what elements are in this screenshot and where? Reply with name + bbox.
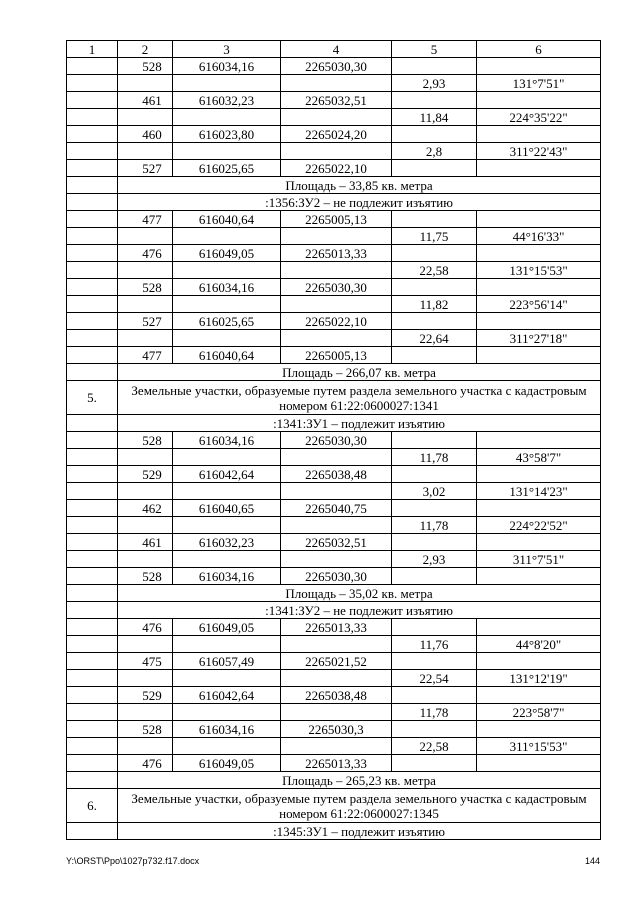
empty-cell <box>67 177 118 194</box>
point-number-cell: 475 <box>118 653 173 670</box>
empty-cell <box>281 670 392 687</box>
empty-cell <box>67 619 118 636</box>
point-number-cell: 528 <box>118 721 173 738</box>
segment-row <box>67 670 601 687</box>
caption-row <box>67 177 601 194</box>
y-coordinate-cell: 2265030,30 <box>281 432 392 449</box>
empty-cell <box>118 262 173 279</box>
empty-cell <box>118 704 173 721</box>
empty-cell <box>477 58 601 75</box>
point-row <box>67 211 601 228</box>
caption-cell: Площадь – 265,23 кв. метра <box>118 772 601 789</box>
column-header: 3 <box>173 41 281 58</box>
empty-cell <box>281 330 392 347</box>
point-row <box>67 432 601 449</box>
point-number-cell: 460 <box>118 126 173 143</box>
empty-cell <box>281 551 392 568</box>
point-number-cell: 528 <box>118 279 173 296</box>
bearing-cell: 223°58'7" <box>477 704 601 721</box>
distance-cell: 3,02 <box>392 483 477 500</box>
empty-cell <box>67 415 118 432</box>
empty-cell <box>67 517 118 534</box>
empty-cell <box>392 58 477 75</box>
empty-cell <box>173 75 281 92</box>
distance-cell: 22,58 <box>392 738 477 755</box>
y-coordinate-cell: 2265032,51 <box>281 534 392 551</box>
segment-row <box>67 296 601 313</box>
empty-cell <box>67 534 118 551</box>
column-header: 6 <box>477 41 601 58</box>
x-coordinate-cell: 616040,64 <box>173 211 281 228</box>
empty-cell <box>281 296 392 313</box>
caption-row <box>67 415 601 432</box>
bearing-cell: 131°15'53" <box>477 262 601 279</box>
empty-cell <box>281 143 392 160</box>
empty-cell <box>173 670 281 687</box>
segment-row <box>67 483 601 500</box>
empty-cell <box>281 449 392 466</box>
empty-cell <box>477 92 601 109</box>
x-coordinate-cell: 616042,64 <box>173 687 281 704</box>
bearing-cell: 223°56'14" <box>477 296 601 313</box>
empty-cell <box>67 670 118 687</box>
y-coordinate-cell: 2265030,30 <box>281 58 392 75</box>
x-coordinate-cell: 616049,05 <box>173 619 281 636</box>
y-coordinate-cell: 2265024,20 <box>281 126 392 143</box>
segment-row <box>67 330 601 347</box>
empty-cell <box>477 347 601 364</box>
y-coordinate-cell: 2265005,13 <box>281 347 392 364</box>
caption-cell: Площадь – 33,85 кв. метра <box>118 177 601 194</box>
empty-cell <box>118 636 173 653</box>
empty-cell <box>67 636 118 653</box>
table-body <box>67 41 601 840</box>
x-coordinate-cell: 616040,65 <box>173 500 281 517</box>
segment-row <box>67 517 601 534</box>
empty-cell <box>118 330 173 347</box>
distance-cell: 11,84 <box>392 109 477 126</box>
point-row <box>67 279 601 296</box>
segment-row <box>67 75 601 92</box>
empty-cell <box>392 534 477 551</box>
empty-cell <box>67 211 118 228</box>
empty-cell <box>281 738 392 755</box>
empty-cell <box>67 58 118 75</box>
empty-cell <box>67 194 118 211</box>
distance-cell: 11,82 <box>392 296 477 313</box>
bearing-cell: 131°14'23" <box>477 483 601 500</box>
empty-cell <box>392 500 477 517</box>
y-coordinate-cell: 2265040,75 <box>281 500 392 517</box>
empty-cell <box>477 687 601 704</box>
caption-row <box>67 585 601 602</box>
empty-cell <box>67 602 118 619</box>
bearing-cell: 43°58'7" <box>477 449 601 466</box>
distance-cell: 22,64 <box>392 330 477 347</box>
y-coordinate-cell: 2265038,48 <box>281 687 392 704</box>
empty-cell <box>477 721 601 738</box>
empty-cell <box>173 551 281 568</box>
empty-cell <box>392 211 477 228</box>
y-coordinate-cell: 2265013,33 <box>281 755 392 772</box>
empty-cell <box>392 279 477 296</box>
empty-cell <box>392 160 477 177</box>
empty-cell <box>67 262 118 279</box>
point-row <box>67 92 601 109</box>
point-number-cell: 528 <box>118 432 173 449</box>
empty-cell <box>173 483 281 500</box>
column-header: 2 <box>118 41 173 58</box>
section-number-cell: 5. <box>67 381 118 415</box>
empty-cell <box>67 347 118 364</box>
empty-cell <box>477 126 601 143</box>
point-row <box>67 160 601 177</box>
point-row <box>67 653 601 670</box>
caption-row <box>67 772 601 789</box>
empty-cell <box>67 109 118 126</box>
y-coordinate-cell: 2265013,33 <box>281 245 392 262</box>
x-coordinate-cell: 616034,16 <box>173 58 281 75</box>
empty-cell <box>173 330 281 347</box>
point-number-cell: 528 <box>118 568 173 585</box>
empty-cell <box>477 432 601 449</box>
caption-cell: :1356:ЗУ2 – не подлежит изъятию <box>118 194 601 211</box>
empty-cell <box>281 636 392 653</box>
empty-cell <box>392 347 477 364</box>
point-number-cell: 527 <box>118 160 173 177</box>
caption-row <box>67 823 601 840</box>
column-header: 4 <box>281 41 392 58</box>
section-row <box>67 381 601 415</box>
empty-cell <box>67 228 118 245</box>
segment-row <box>67 109 601 126</box>
empty-cell <box>477 653 601 670</box>
x-coordinate-cell: 616023,80 <box>173 126 281 143</box>
empty-cell <box>173 704 281 721</box>
empty-cell <box>173 143 281 160</box>
bearing-cell: 131°7'51" <box>477 75 601 92</box>
distance-cell: 2,93 <box>392 75 477 92</box>
empty-cell <box>392 755 477 772</box>
empty-cell <box>118 228 173 245</box>
empty-cell <box>67 313 118 330</box>
empty-cell <box>67 738 118 755</box>
distance-cell: 11,78 <box>392 517 477 534</box>
caption-cell: Площадь – 266,07 кв. метра <box>118 364 601 381</box>
column-header: 5 <box>392 41 477 58</box>
empty-cell <box>173 262 281 279</box>
empty-cell <box>118 143 173 160</box>
point-number-cell: 528 <box>118 58 173 75</box>
y-coordinate-cell: 2265030,30 <box>281 568 392 585</box>
x-coordinate-cell: 616025,65 <box>173 160 281 177</box>
empty-cell <box>118 449 173 466</box>
empty-cell <box>67 143 118 160</box>
distance-cell: 11,78 <box>392 449 477 466</box>
point-number-cell: 529 <box>118 687 173 704</box>
point-row <box>67 466 601 483</box>
empty-cell <box>67 279 118 296</box>
point-number-cell: 476 <box>118 245 173 262</box>
segment-row <box>67 636 601 653</box>
footer-page-number: 144 <box>584 856 600 866</box>
empty-cell <box>281 75 392 92</box>
empty-cell <box>477 279 601 296</box>
empty-cell <box>392 721 477 738</box>
empty-cell <box>118 75 173 92</box>
point-number-cell: 476 <box>118 755 173 772</box>
bearing-cell: 131°12'19" <box>477 670 601 687</box>
segment-row <box>67 228 601 245</box>
empty-cell <box>392 92 477 109</box>
point-row <box>67 500 601 517</box>
empty-cell <box>392 126 477 143</box>
x-coordinate-cell: 616034,16 <box>173 721 281 738</box>
x-coordinate-cell: 616032,23 <box>173 534 281 551</box>
point-number-cell: 527 <box>118 313 173 330</box>
empty-cell <box>67 500 118 517</box>
empty-cell <box>392 245 477 262</box>
empty-cell <box>477 211 601 228</box>
empty-cell <box>67 432 118 449</box>
bearing-cell: 44°16'33" <box>477 228 601 245</box>
distance-cell: 11,75 <box>392 228 477 245</box>
x-coordinate-cell: 616049,05 <box>173 245 281 262</box>
empty-cell <box>67 330 118 347</box>
empty-cell <box>67 704 118 721</box>
point-row <box>67 313 601 330</box>
segment-row <box>67 143 601 160</box>
y-coordinate-cell: 2265038,48 <box>281 466 392 483</box>
empty-cell <box>67 75 118 92</box>
empty-cell <box>173 296 281 313</box>
distance-cell: 2,8 <box>392 143 477 160</box>
empty-cell <box>67 653 118 670</box>
table-header-row <box>67 41 601 58</box>
point-row <box>67 347 601 364</box>
point-row <box>67 534 601 551</box>
empty-cell <box>477 534 601 551</box>
x-coordinate-cell: 616049,05 <box>173 755 281 772</box>
empty-cell <box>392 687 477 704</box>
section-row <box>67 789 601 823</box>
empty-cell <box>173 109 281 126</box>
empty-cell <box>67 568 118 585</box>
section-number-cell: 6. <box>67 789 118 823</box>
empty-cell <box>173 449 281 466</box>
section-title-cell: Земельные участки, образуемые путем раздела земельного участка с кадастровым номером 61:22:0600027:1345 <box>118 789 601 823</box>
distance-cell: 22,54 <box>392 670 477 687</box>
empty-cell <box>281 262 392 279</box>
empty-cell <box>477 619 601 636</box>
empty-cell <box>118 296 173 313</box>
empty-cell <box>67 126 118 143</box>
x-coordinate-cell: 616034,16 <box>173 568 281 585</box>
empty-cell <box>173 228 281 245</box>
empty-cell <box>67 551 118 568</box>
empty-cell <box>281 704 392 721</box>
x-coordinate-cell: 616034,16 <box>173 279 281 296</box>
empty-cell <box>392 466 477 483</box>
empty-cell <box>118 738 173 755</box>
y-coordinate-cell: 2265022,10 <box>281 160 392 177</box>
empty-cell <box>173 636 281 653</box>
point-number-cell: 476 <box>118 619 173 636</box>
bearing-cell: 224°35'22" <box>477 109 601 126</box>
empty-cell <box>392 313 477 330</box>
bearing-cell: 311°22'43" <box>477 143 601 160</box>
point-row <box>67 687 601 704</box>
y-coordinate-cell: 2265030,3 <box>281 721 392 738</box>
empty-cell <box>67 823 118 840</box>
point-row <box>67 126 601 143</box>
distance-cell: 11,76 <box>392 636 477 653</box>
empty-cell <box>477 568 601 585</box>
empty-cell <box>67 296 118 313</box>
empty-cell <box>392 619 477 636</box>
caption-row <box>67 364 601 381</box>
empty-cell <box>477 160 601 177</box>
point-row <box>67 755 601 772</box>
empty-cell <box>392 653 477 670</box>
x-coordinate-cell: 616057,49 <box>173 653 281 670</box>
empty-cell <box>173 517 281 534</box>
empty-cell <box>281 228 392 245</box>
empty-cell <box>67 585 118 602</box>
point-number-cell: 529 <box>118 466 173 483</box>
caption-cell: :1341:ЗУ2 – не подлежит изъятию <box>118 602 601 619</box>
empty-cell <box>477 500 601 517</box>
y-coordinate-cell: 2265030,30 <box>281 279 392 296</box>
empty-cell <box>281 109 392 126</box>
point-number-cell: 461 <box>118 534 173 551</box>
bearing-cell: 311°15'53" <box>477 738 601 755</box>
bearing-cell: 311°27'18" <box>477 330 601 347</box>
empty-cell <box>67 92 118 109</box>
caption-cell: Площадь – 35,02 кв. метра <box>118 585 601 602</box>
section-title-cell: Земельные участки, образуемые путем раздела земельного участка с кадастровым номером 61:22:0600027:1341 <box>118 381 601 415</box>
segment-row <box>67 449 601 466</box>
empty-cell <box>67 160 118 177</box>
point-row <box>67 721 601 738</box>
empty-cell <box>281 517 392 534</box>
empty-cell <box>118 483 173 500</box>
point-row <box>67 245 601 262</box>
y-coordinate-cell: 2265005,13 <box>281 211 392 228</box>
point-row <box>67 568 601 585</box>
point-number-cell: 477 <box>118 211 173 228</box>
y-coordinate-cell: 2265021,52 <box>281 653 392 670</box>
empty-cell <box>477 245 601 262</box>
empty-cell <box>118 517 173 534</box>
empty-cell <box>67 364 118 381</box>
empty-cell <box>67 466 118 483</box>
empty-cell <box>281 483 392 500</box>
empty-cell <box>118 670 173 687</box>
empty-cell <box>392 432 477 449</box>
distance-cell: 22,58 <box>392 262 477 279</box>
point-row <box>67 58 601 75</box>
segment-row <box>67 738 601 755</box>
x-coordinate-cell: 616034,16 <box>173 432 281 449</box>
column-header: 1 <box>67 41 118 58</box>
distance-cell: 11,78 <box>392 704 477 721</box>
empty-cell <box>67 687 118 704</box>
x-coordinate-cell: 616040,64 <box>173 347 281 364</box>
caption-cell: :1345:ЗУ1 – подлежит изъятию <box>118 823 601 840</box>
y-coordinate-cell: 2265013,33 <box>281 619 392 636</box>
empty-cell <box>67 721 118 738</box>
empty-cell <box>118 551 173 568</box>
empty-cell <box>173 738 281 755</box>
x-coordinate-cell: 616032,23 <box>173 92 281 109</box>
point-number-cell: 462 <box>118 500 173 517</box>
empty-cell <box>477 466 601 483</box>
empty-cell <box>67 755 118 772</box>
empty-cell <box>477 313 601 330</box>
segment-row <box>67 262 601 279</box>
empty-cell <box>67 245 118 262</box>
empty-cell <box>392 568 477 585</box>
caption-row <box>67 194 601 211</box>
empty-cell <box>67 772 118 789</box>
x-coordinate-cell: 616042,64 <box>173 466 281 483</box>
bearing-cell: 44°8'20" <box>477 636 601 653</box>
y-coordinate-cell: 2265032,51 <box>281 92 392 109</box>
segment-row <box>67 551 601 568</box>
point-number-cell: 477 <box>118 347 173 364</box>
empty-cell <box>477 755 601 772</box>
bearing-cell: 311°7'51" <box>477 551 601 568</box>
point-number-cell: 461 <box>118 92 173 109</box>
caption-row <box>67 602 601 619</box>
segment-row <box>67 704 601 721</box>
caption-cell: :1341:ЗУ1 – подлежит изъятию <box>118 415 601 432</box>
y-coordinate-cell: 2265022,10 <box>281 313 392 330</box>
empty-cell <box>67 449 118 466</box>
x-coordinate-cell: 616025,65 <box>173 313 281 330</box>
footer-file-path: Y:\ORST\Ppo\1027p732.f17.docx <box>66 856 200 866</box>
distance-cell: 2,93 <box>392 551 477 568</box>
empty-cell <box>118 109 173 126</box>
empty-cell <box>67 483 118 500</box>
bearing-cell: 224°22'52" <box>477 517 601 534</box>
point-row <box>67 619 601 636</box>
coordinates-table <box>66 40 601 840</box>
